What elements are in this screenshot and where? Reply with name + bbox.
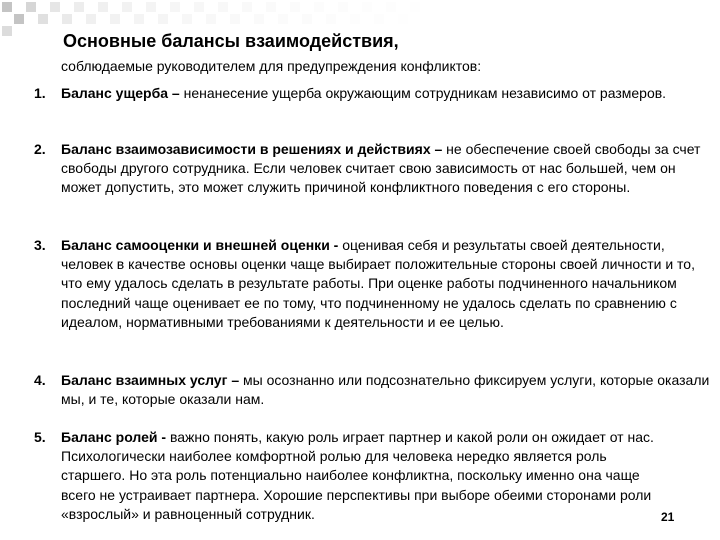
- item-number: 5.: [34, 429, 46, 445]
- item-number: 3.: [34, 237, 46, 253]
- item-heading: Баланс взаимозависимости в решениях и действиях –: [61, 141, 443, 157]
- item-heading: Баланс взаимных услуг –: [61, 372, 240, 388]
- page-subtitle: соблюдаемые руководителем для предупреждения конфликтов:: [61, 58, 482, 74]
- item-body: не обеспечение своей свободы за счет свободы другого сотрудника. Если человек считает свою зависимость от нас большей, чем он может допустить, это может служить причиной конфликтного поведения с его стороны.: [61, 141, 701, 196]
- item-body: оценивая себя и результаты своей деятельности, человек в качестве основы оценки чаще выбирает положительные стороны своей личности и то, что ему удалось сделать в результате работы. При оценке работы подчиненного начальником последний чаще оценивает ее по тому, что подчиненному не удалось сделать по сравнению с идеалом, нормативными требованиями к деятельности и ее целью.: [61, 237, 695, 330]
- item-text: [61, 428, 661, 524]
- item-text: [61, 236, 716, 332]
- page-title: Основные балансы взаимодействия,: [63, 31, 399, 51]
- page-number: 21: [661, 510, 675, 524]
- item-text: [61, 371, 716, 409]
- item-heading: Баланс самооценки и внешней оценки -: [61, 237, 339, 253]
- item-number: 4.: [34, 372, 46, 388]
- item-heading: Баланс ущерба –: [61, 85, 180, 101]
- item-body: мы осознанно или подсознательно фиксируем услуги, которые оказали мы, и те, которые оказали нам.: [61, 372, 710, 408]
- item-text: [61, 140, 716, 198]
- item-number: 2.: [34, 141, 46, 157]
- item-number: 1.: [34, 85, 46, 101]
- item-body: важно понять, какую роль играет партнер и какой роли он ожидает от нас. Психологически наиболее комфортной ролью для человека нередко является роль старшего. Но эта роль потенциально наиболее конфликтна, поскольку именно она чаще всего не устраивает партнера. Хорошие перспективы при выборе обеими сторонами роли «взрослый» и равноценный сотрудник.: [61, 429, 654, 522]
- item-body: ненанесение ущерба окружающим сотрудникам независимо от размеров.: [179, 85, 667, 101]
- item-text: [61, 84, 716, 103]
- item-heading: Баланс ролей -: [61, 429, 167, 445]
